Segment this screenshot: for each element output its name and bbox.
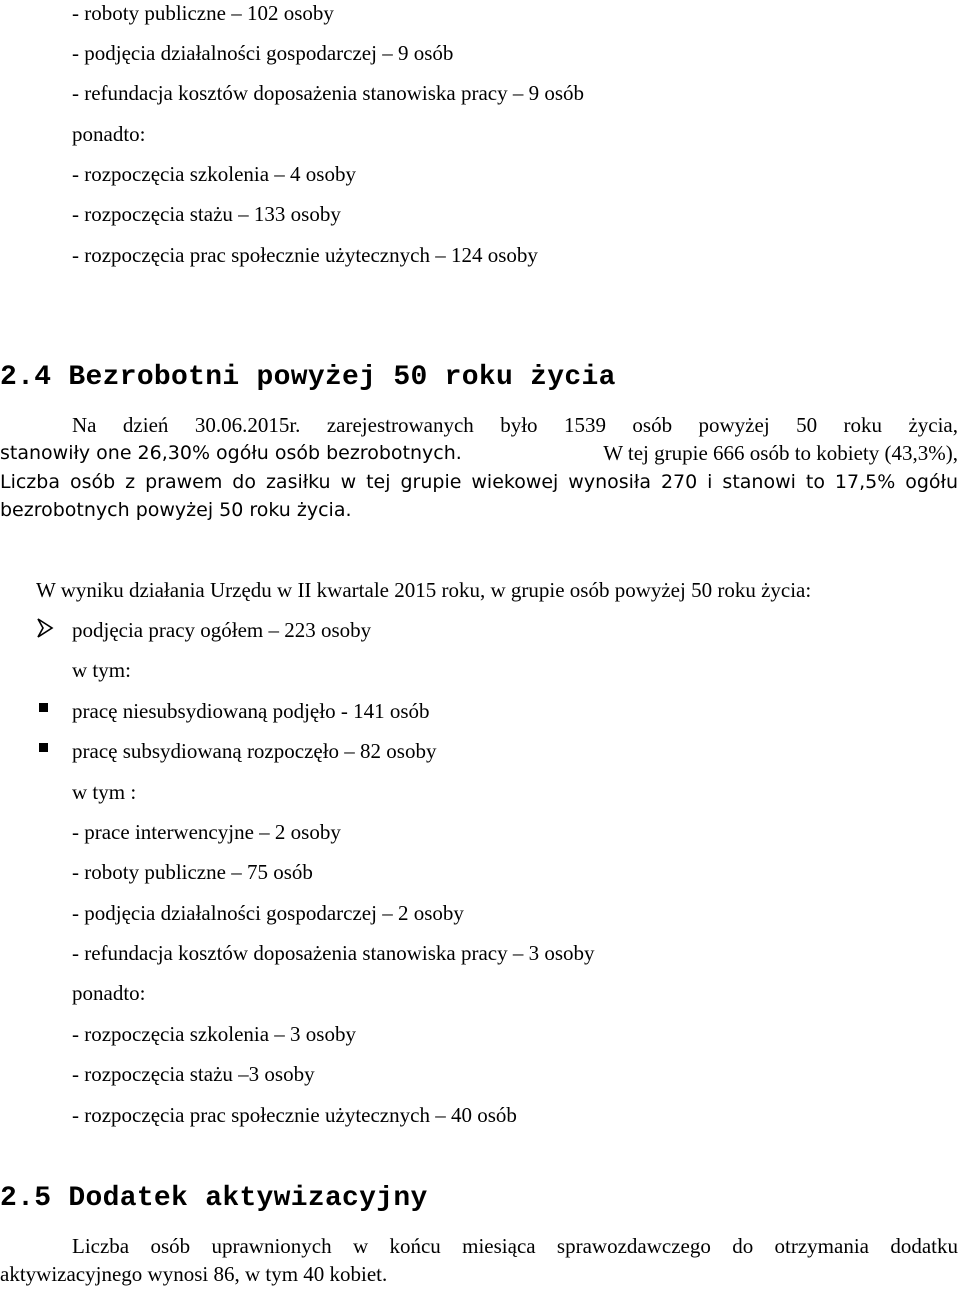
arrow-bullet-icon: [36, 617, 54, 639]
list-item: - rozpoczęcia prac społecznie użytecznych – 40 osób: [72, 1103, 517, 1127]
section-heading: 2.4 Bezrobotni powyżej 50 roku życia: [0, 362, 616, 393]
list-item: - refundacja kosztów doposażenia stanowiska pracy – 3 osoby: [72, 941, 595, 965]
list-item: - podjęcia działalności gospodarczej – 2 osoby: [72, 901, 464, 925]
list-item: - rozpoczęcia szkolenia – 4 osoby: [72, 162, 356, 186]
list-item: - podjęcia działalności gospodarczej – 9 osób: [72, 41, 454, 65]
list-item: - roboty publiczne – 75 osób: [72, 860, 313, 884]
list-item: - prace interwencyjne – 2 osoby: [72, 820, 341, 844]
list-item: - refundacja kosztów doposażenia stanowiska pracy – 9 osób: [72, 81, 585, 105]
paragraph-line: Na dzień 30.06.2015r. zarejestrowanych było 1539 osób powyżej 50 roku życia,: [72, 413, 958, 437]
square-bullet-icon: [39, 703, 48, 712]
w-tym-label: w tym:: [72, 658, 131, 682]
paragraph-line: aktywizacyjnego wynosi 86, w tym 40 kobiet.: [0, 1262, 388, 1286]
list-item: - rozpoczęcia stażu –3 osoby: [72, 1062, 315, 1086]
list-item: - rozpoczęcia szkolenia – 3 osoby: [72, 1022, 356, 1046]
list-item: - rozpoczęcia prac społecznie użytecznych – 124 osoby: [72, 243, 538, 267]
w-tym-label: w tym :: [72, 780, 137, 804]
paragraph-fragment: stanowiły one 26,30% ogółu osób bezrobotnych.: [0, 442, 462, 464]
list-item: ponadto:: [72, 981, 146, 1005]
list-item: - rozpoczęcia stażu – 133 osoby: [72, 202, 341, 226]
list-item: ponadto:: [72, 122, 146, 146]
list-item: - roboty publiczne – 102 osoby: [72, 1, 334, 25]
list-item-square: pracę niesubsydiowaną podjęło - 141 osób: [72, 699, 430, 723]
results-intro: W wyniku działania Urzędu w II kwartale 2015 roku, w grupie osób powyżej 50 roku życia:: [36, 578, 812, 602]
paragraph-line: bezrobotnych powyżej 50 roku życia.: [0, 499, 352, 521]
paragraph-line-mixed: [0, 440, 958, 466]
list-item-square: pracę subsydiowaną rozpoczęło – 82 osoby: [72, 739, 437, 763]
section-heading: 2.5 Dodatek aktywizacyjny: [0, 1183, 428, 1214]
paragraph-line: Liczba osób uprawnionych w końcu miesiąca sprawozdawczego do otrzymania dodatku: [72, 1234, 958, 1258]
square-bullet-icon: [39, 743, 48, 752]
paragraph-fragment: W tej grupie 666 osób to kobiety (43,3%),: [603, 441, 958, 465]
list-item-arrow: podjęcia pracy ogółem – 223 osoby: [72, 618, 372, 642]
paragraph-line: Liczba osób z prawem do zasiłku w tej grupie wiekowej wynosiła 270 i stanowi to 17,5% ogółu: [0, 471, 958, 493]
